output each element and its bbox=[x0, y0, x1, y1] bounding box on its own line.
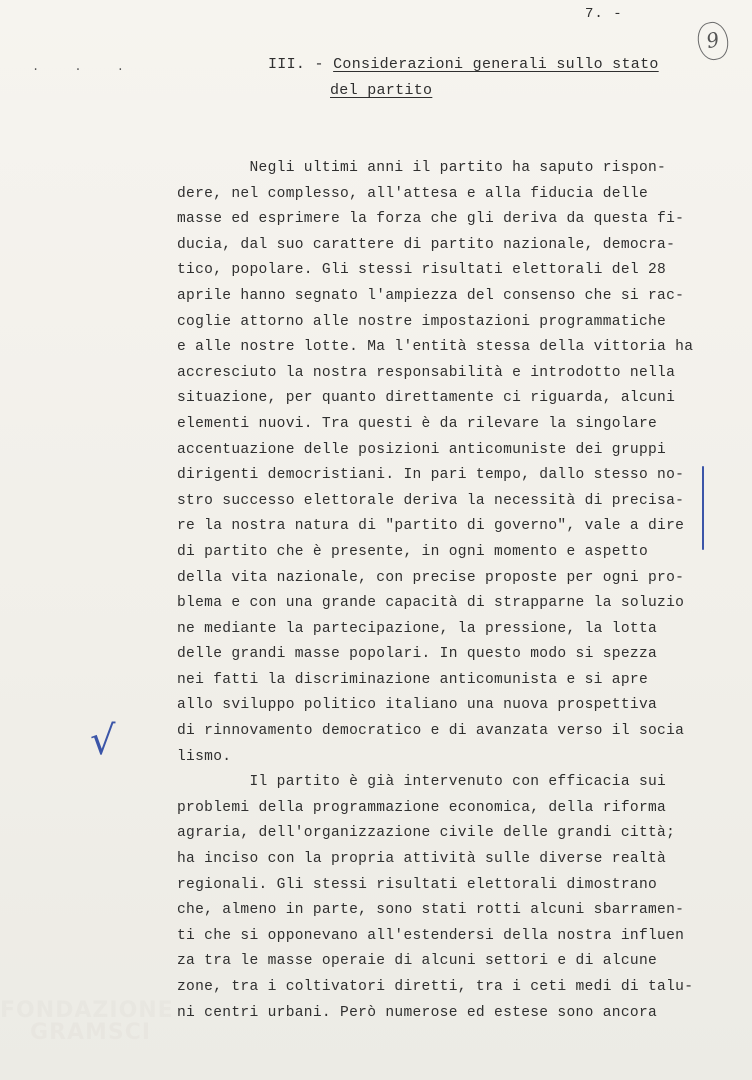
body-line: dere, nel complesso, all'attesa e alla fiducia delle bbox=[177, 185, 648, 202]
check-mark-annotation: √ bbox=[90, 718, 116, 764]
body-line: della vita nazionale, con precise proposte per ogni pro- bbox=[177, 569, 685, 586]
watermark bbox=[0, 1000, 174, 1044]
body-text bbox=[177, 156, 697, 1026]
body-line: nei fatti la discriminazione anticomunista e si apre bbox=[177, 671, 648, 688]
body-line: Negli ultimi anni il partito ha saputo rispon- bbox=[177, 160, 667, 176]
body-line: blema e con una grande capacità di strapparne la soluzio bbox=[177, 595, 685, 612]
body-line: aprile hanno segnato l'ampiezza del consenso che si rac- bbox=[177, 287, 685, 304]
body-line: ni centri urbani. Però numerose ed estese sono ancora bbox=[177, 1004, 658, 1021]
body-line: problemi della programmazione economica, della riforma bbox=[177, 799, 667, 816]
body-line: ti che si opponevano all'estendersi della nostra influen bbox=[177, 927, 685, 944]
margin-dots: . . . bbox=[32, 60, 139, 74]
body-line: za tra le masse operaie di alcuni settori e di alcune bbox=[177, 953, 658, 970]
page-number: 7. - bbox=[585, 6, 623, 22]
archive-stamp: 9 bbox=[694, 19, 731, 62]
body-line: ne mediante la partecipazione, la pressione, la lotta bbox=[177, 620, 658, 637]
body-line: lismo. bbox=[177, 748, 232, 765]
section-number: III. - bbox=[268, 56, 334, 73]
body-line: stro successo elettorale deriva la necessità di precisa- bbox=[177, 492, 685, 509]
body-line: accentuazione delle posizioni anticomuniste dei gruppi bbox=[177, 441, 667, 458]
body-line: re la nostra natura di "partito di governo", vale a dire bbox=[177, 518, 685, 535]
body-line: regionali. Gli stessi risultati elettorali dimostrano bbox=[177, 876, 658, 893]
body-line: masse ed esprimere la forza che gli deriva da questa fi- bbox=[177, 211, 685, 228]
body-line: situazione, per quanto direttamente ci riguarda, alcuni bbox=[177, 390, 676, 407]
body-line: elementi nuovi. Tra questi è da rilevare la singolare bbox=[177, 415, 658, 432]
body-line: di rinnovamento democratico e di avanzata verso il socia bbox=[177, 723, 685, 740]
section-title-part2: del partito bbox=[330, 82, 433, 99]
body-line: che, almeno in parte, sono stati rotti alcuni sbarramen- bbox=[177, 902, 685, 919]
body-line: zone, tra i coltivatori diretti, tra i ceti medi di talu- bbox=[177, 979, 694, 995]
body-line: delle grandi masse popolari. In questo modo si spezza bbox=[177, 646, 658, 663]
body-line: Il partito è già intervenuto con efficacia sui bbox=[177, 774, 667, 791]
body-line: ha inciso con la propria attività sulle diverse realtà bbox=[177, 851, 667, 868]
section-heading-line2 bbox=[330, 82, 432, 99]
watermark-line1: FONDAZIONE bbox=[0, 998, 174, 1023]
body-line: accresciuto la nostra responsabilità e introdotto nella bbox=[177, 364, 676, 381]
body-line: dirigenti democristiani. In pari tempo, dallo stesso no- bbox=[177, 467, 685, 484]
body-line: allo sviluppo politico italiano una nuova prospettiva bbox=[177, 697, 658, 714]
body-line: e alle nostre lotte. Ma l'entità stessa della vittoria ha bbox=[177, 339, 694, 356]
body-line: coglie attorno alle nostre impostazioni programmatiche bbox=[177, 313, 667, 330]
body-line: di partito che è presente, in ogni momento e aspetto bbox=[177, 543, 648, 560]
margin-annotation-bar bbox=[702, 466, 704, 550]
body-line: ducia, dal suo carattere di partito nazionale, democra- bbox=[177, 236, 676, 253]
watermark-line2: GRAMSCI bbox=[30, 1020, 152, 1045]
section-heading-line1 bbox=[268, 56, 659, 73]
section-title-part1: Considerazioni generali sullo stato bbox=[333, 56, 659, 73]
body-line: agraria, dell'organizzazione civile delle grandi città; bbox=[177, 825, 676, 842]
body-line: tico, popolare. Gli stessi risultati elettorali del 28 bbox=[177, 262, 667, 279]
